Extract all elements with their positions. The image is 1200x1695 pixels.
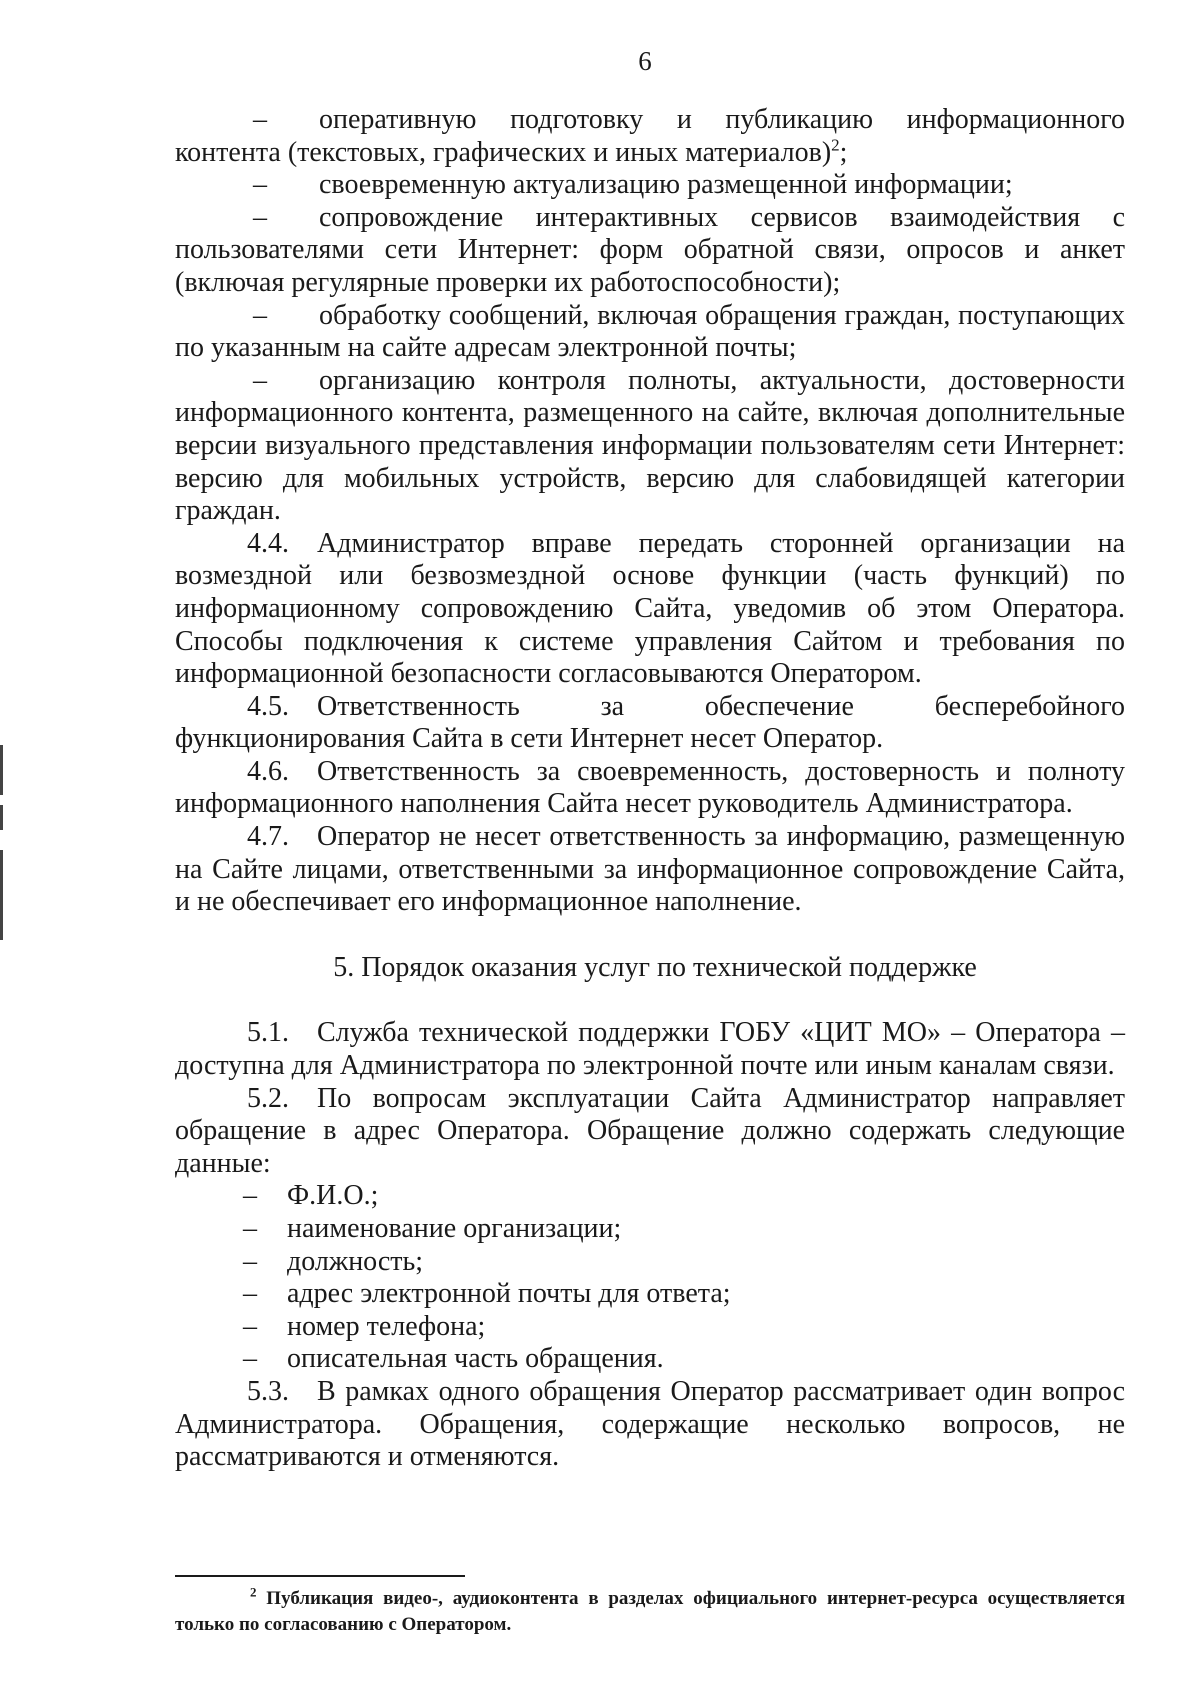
list-item — [175, 202, 1125, 300]
list-item — [175, 1213, 1125, 1246]
clause-4-6 — [175, 756, 1125, 821]
page-number: 6 — [638, 46, 652, 76]
list-item — [175, 1311, 1125, 1344]
document-body — [175, 104, 1125, 1474]
clause-4-4 — [175, 528, 1125, 691]
clause-number: 5.3. — [247, 1375, 289, 1407]
list-dash: – — [243, 1278, 257, 1310]
list-item — [175, 1343, 1125, 1376]
clause-number: 4.6. — [247, 755, 289, 787]
scan-edge-mark — [0, 805, 3, 830]
list-item-punctuation: ; — [839, 136, 848, 168]
clause-text: Ответственность за обеспечение бесперебойного функционирования Сайта в сети Интернет несет Оператор. — [175, 690, 1125, 755]
list-item-text: обработку сообщений, включая обращения граждан, поступающих по указанным на сайте адресам электронной почты; — [175, 299, 1125, 364]
list-item — [175, 1180, 1125, 1213]
footnote-text: Публикация видео-, аудиоконтента в разделах официального интернет-ресурса осуществляется только по согласованию с Оператором. — [175, 1588, 1125, 1635]
clause-number: 4.7. — [247, 821, 289, 853]
list-item-text: описательная часть обращения. — [287, 1343, 664, 1375]
clause-5-3 — [175, 1376, 1125, 1474]
section-heading: 5. Порядок оказания услуг по технической поддержке — [333, 951, 977, 983]
scan-edge-mark — [0, 850, 3, 940]
clause-5-2 — [175, 1083, 1125, 1181]
list-dash: – — [253, 364, 267, 396]
footnote-marker: 2 — [250, 1584, 257, 1600]
list-dash: – — [243, 1343, 257, 1375]
clause-number: 4.5. — [247, 690, 289, 722]
list-item-text: сопровождение интерактивных сервисов взаимодействия с пользователями сети Интернет: форм обратной связи, опросов и анкет (включая регулярные проверки их работоспособности); — [175, 201, 1125, 298]
list-item — [175, 169, 1125, 202]
list-dash: – — [243, 1213, 257, 1244]
list-dash: – — [253, 104, 267, 135]
clause-text: Администратор вправе передать сторонней организации на возмездной или безвозмездной основе функции (часть функций) по информационному сопровождению Сайта, уведомив об этом Оператора. Способы подключения к системе управления Сайтом и требования по информационной безопасности согласовываются Оператором. — [175, 527, 1125, 690]
list-item-text: организацию контроля полноты, актуальности, достоверности информационного контента, размещенного на сайте, включая дополнительные версии визуального представления информации пользователям сети Интернет: версию для мобильных устройств, версию для слабовидящей категории граждан. — [175, 364, 1125, 527]
clause-number: 5.2. — [247, 1082, 289, 1114]
footnote — [175, 1586, 1125, 1638]
list-item — [175, 1278, 1125, 1311]
clause-5-1 — [175, 1017, 1125, 1082]
clause-number: 4.4. — [247, 527, 289, 559]
clause-text: Оператор не несет ответственность за информацию, размещенную на Сайте лицами, ответственными за информационное сопровождение Сайта, и не обеспечивает его информационное наполнение. — [175, 821, 1125, 918]
list-dash: – — [243, 1245, 257, 1277]
clause-text: Служба технической поддержки ГОБУ «ЦИТ МО» – Оператора – доступна для Администратора по электронной почте или иным каналам связи. — [175, 1017, 1125, 1082]
list-item — [175, 104, 1125, 169]
list-item-text: номер телефона; — [287, 1310, 486, 1342]
list-item — [175, 1246, 1125, 1279]
scan-edge-mark — [0, 745, 3, 795]
list-item-text: Ф.И.О.; — [287, 1180, 379, 1212]
clause-text: Ответственность за своевременность, достоверность и полноту информационного наполнения Сайта несет руководитель Администратора. — [175, 755, 1125, 820]
footnote-separator — [175, 1575, 465, 1577]
list-dash: – — [243, 1310, 257, 1342]
list-dash: – — [253, 169, 267, 201]
list-item-text: своевременную актуализацию размещенной информации; — [319, 169, 1013, 201]
footnote-reference: 2 — [831, 135, 840, 155]
clause-4-5 — [175, 691, 1125, 756]
list-item-text: адрес электронной почты для ответа; — [287, 1278, 731, 1310]
clause-text: По вопросам эксплуатации Сайта Администратор направляет обращение в адрес Оператора. Обращение должно содержать следующие данные: — [175, 1082, 1125, 1179]
list-item-text: оперативную подготовку и публикацию информационного контента (текстовых, графических и иных материалов) — [175, 104, 1125, 168]
list-item — [175, 365, 1125, 528]
clause-number: 5.1. — [247, 1017, 289, 1049]
clause-text: В рамках одного обращения Оператор рассматривает один вопрос Администратора. Обращения, содержащие несколько вопросов, не рассматриваются и отменяются. — [175, 1375, 1125, 1473]
list-dash: – — [253, 299, 267, 331]
list-dash: – — [243, 1180, 257, 1212]
list-dash: – — [253, 201, 267, 233]
list-item — [175, 300, 1125, 365]
clause-4-7 — [175, 821, 1125, 919]
list-item-text: наименование организации; — [287, 1213, 622, 1244]
list-item-text: должность; — [287, 1245, 424, 1277]
